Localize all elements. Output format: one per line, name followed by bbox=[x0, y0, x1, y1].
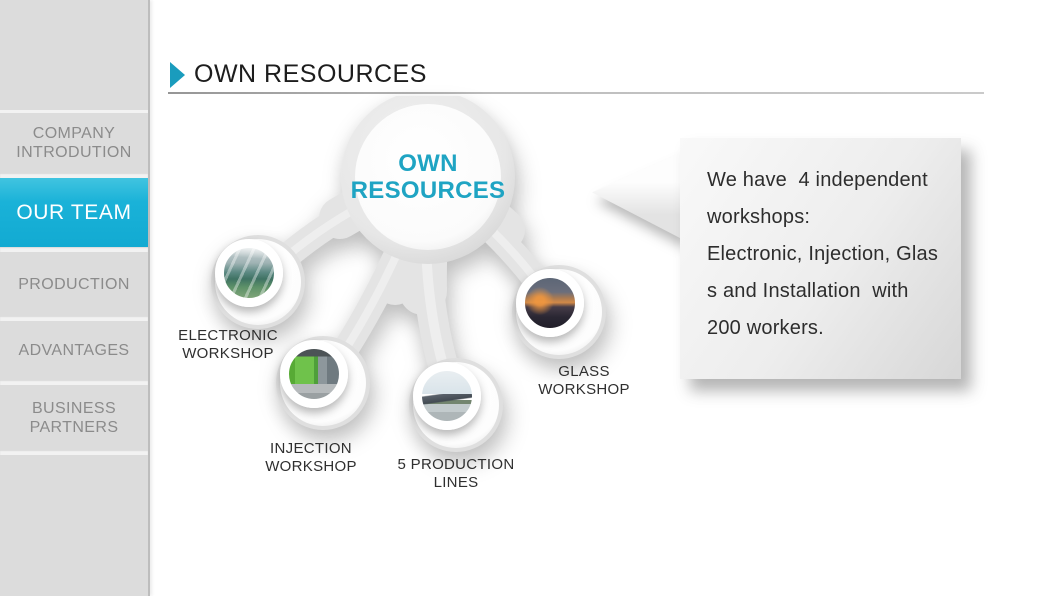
header bbox=[170, 60, 427, 89]
hub-label bbox=[348, 150, 508, 204]
injection-workshop-label bbox=[265, 440, 357, 476]
production-lines-label bbox=[398, 456, 515, 492]
callout-text-line: Electronic, Injection, Glas bbox=[707, 243, 939, 265]
sidebar-divider bbox=[0, 450, 148, 455]
callout-text-line: 200 workers. bbox=[707, 317, 824, 339]
sidebar-item-advantages[interactable]: ADVANTAGES bbox=[18, 342, 130, 359]
callout-text-line: workshops: bbox=[707, 206, 811, 228]
electronic-workshop-photo bbox=[215, 239, 283, 307]
label-line: GLASS bbox=[558, 363, 610, 380]
callout-bubble bbox=[680, 138, 961, 379]
glass-workshop-photo bbox=[516, 269, 584, 337]
label-line: WORKSHOP bbox=[265, 458, 357, 475]
callout-tail-shape bbox=[592, 150, 684, 242]
injection-workshop-photo bbox=[280, 340, 348, 408]
electronic-workshop-label bbox=[178, 327, 278, 363]
sidebar-item-production[interactable]: PRODUCTION bbox=[18, 275, 130, 293]
right-triangle-icon bbox=[170, 62, 185, 88]
label-line: ELECTRONIC bbox=[178, 327, 278, 344]
hub-label-line2: RESOURCES bbox=[350, 177, 506, 204]
page-title: OWN RESOURCES bbox=[194, 60, 427, 88]
callout-text-line: We have 4 independent bbox=[707, 169, 928, 191]
production-lines-photo bbox=[413, 362, 481, 430]
sidebar-item-company-introduction[interactable]: COMPANY INTRODUTION bbox=[16, 125, 132, 161]
sidebar-item-business-partners[interactable]: BUSINESS PARTNERS bbox=[29, 399, 119, 436]
hub-label-line1: OWN bbox=[398, 150, 458, 177]
sidebar-top-spacer bbox=[0, 0, 148, 110]
header-divider bbox=[168, 92, 984, 94]
callout-text-line: s and Installation with bbox=[707, 280, 909, 302]
label-line: INJECTION bbox=[270, 440, 352, 457]
label-line: WORKSHOP bbox=[538, 381, 630, 398]
callout-tail bbox=[592, 150, 684, 242]
sidebar-item-our-team[interactable]: OUR TEAM bbox=[0, 178, 148, 247]
sidebar bbox=[0, 0, 150, 596]
label-line: LINES bbox=[433, 474, 479, 491]
label-line: WORKSHOP bbox=[182, 345, 274, 362]
label-line: 5 PRODUCTION bbox=[397, 456, 515, 473]
glass-workshop-label bbox=[538, 363, 630, 399]
